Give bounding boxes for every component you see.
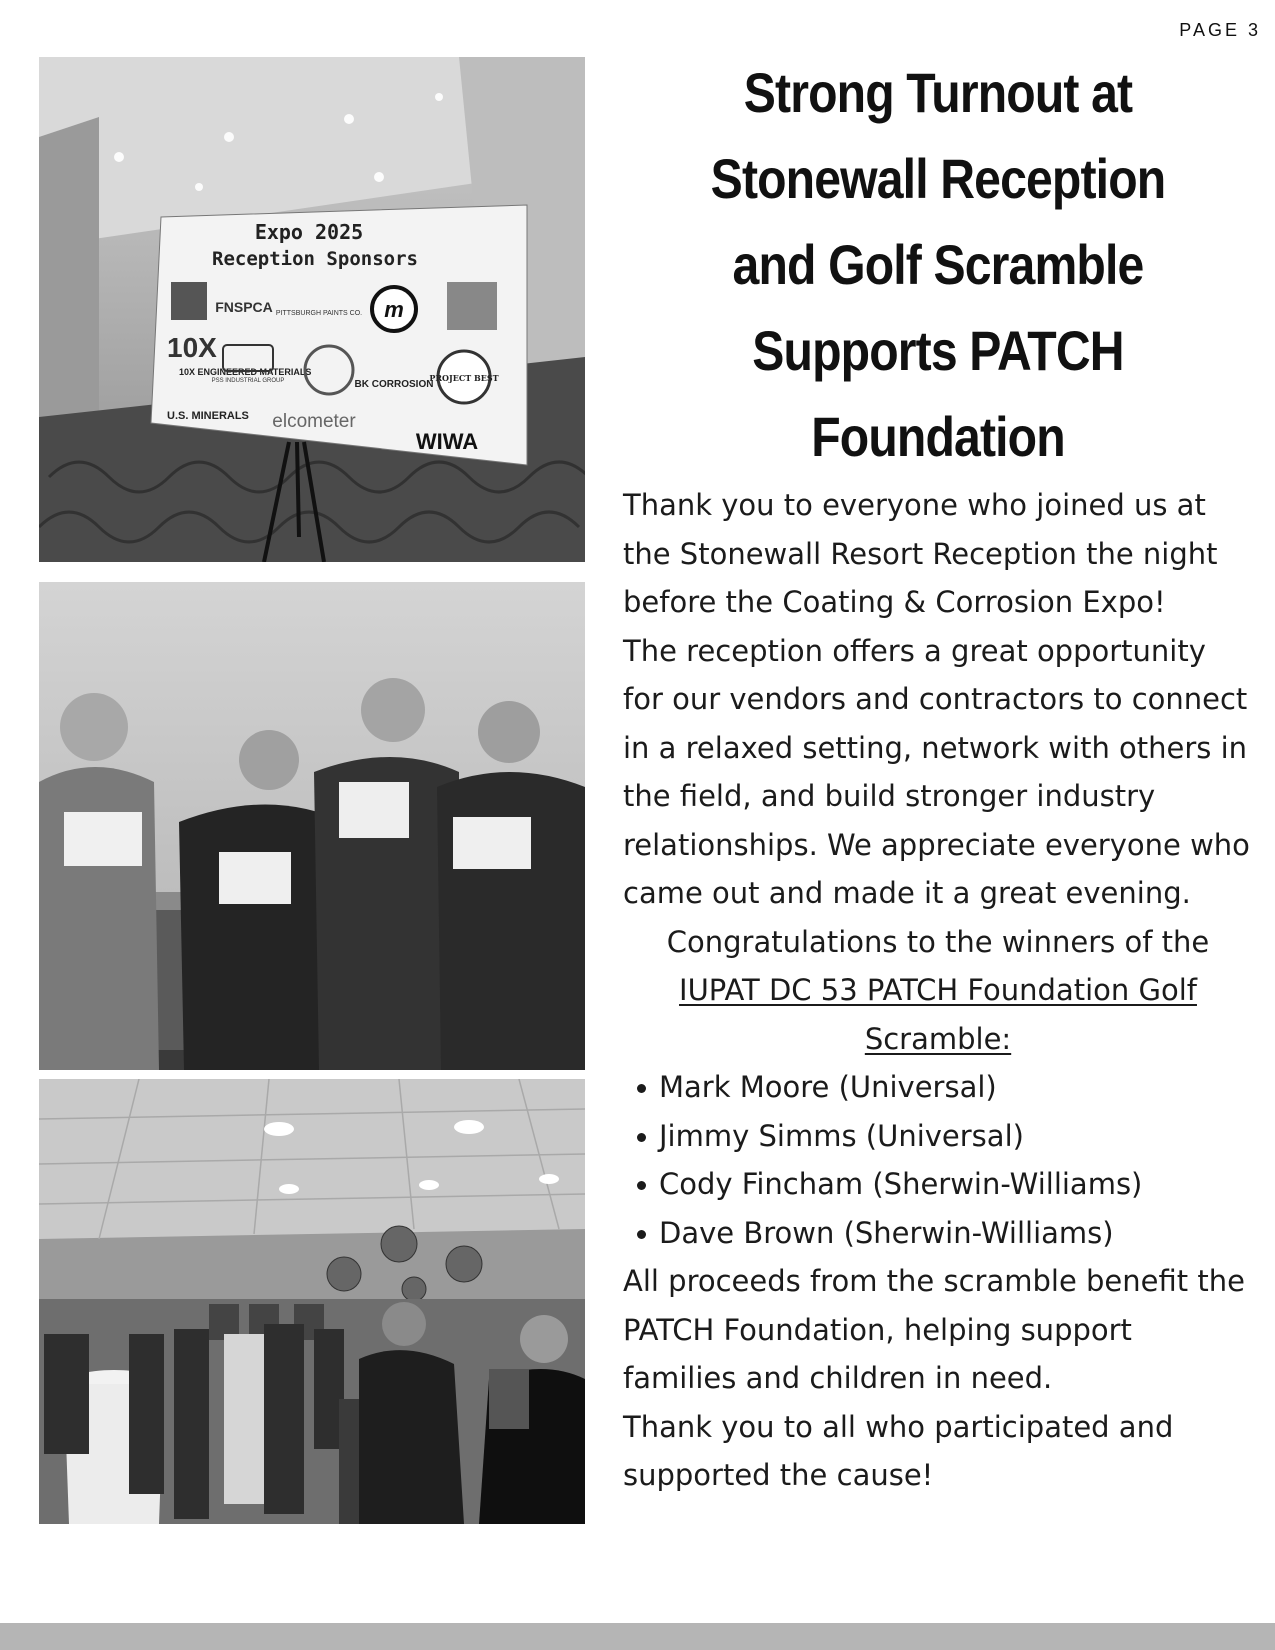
- sign-title-line1: Expo 2025: [254, 220, 364, 244]
- winner-item: Mark Moore (Universal): [623, 1063, 1253, 1112]
- article: [623, 50, 1253, 1500]
- sign-title-line2: Reception Sponsors: [212, 248, 418, 270]
- congrats-intro: Congratulations to the winners of the: [666, 924, 1210, 959]
- sponsor-logo-2: PITTSBURGH PAINTS CO.: [275, 310, 363, 317]
- svg-text:m: m: [384, 297, 404, 322]
- sponsor-logo-7: U.S. MINERALS: [167, 410, 249, 422]
- winner-item: Jimmy Simms (Universal): [623, 1112, 1253, 1161]
- article-headline: Strong Turnout at Stonewall Reception and Golf Scramble Supports PATCH Foundation: [710, 61, 1166, 468]
- svg-text:10X: 10X: [167, 332, 217, 363]
- footer-bar: [0, 1623, 1275, 1650]
- sponsor-logo-1: FNSPCA: [215, 299, 273, 315]
- reception-paragraph: The reception offers a great opportunity for our vendors and contractors to connect in a relaxed setting, network with others in the field, and build stronger industry relationships. We appreciate everyone who came out and made it a great evening.: [623, 633, 1250, 910]
- page-number: PAGE 3: [1179, 20, 1261, 40]
- golf-winners-photo: [39, 582, 585, 1070]
- reception-room-photo: [39, 1079, 585, 1524]
- winners-list: [623, 1063, 1253, 1257]
- golf-scramble-title: IUPAT DC 53 PATCH Foundation Golf Scramble:: [679, 973, 1197, 1056]
- sponsor-logo-8: elcometer: [272, 411, 356, 432]
- sponsor-logo-4: PSS INDUSTRIAL GROUP: [211, 378, 285, 384]
- winner-item: Cody Fincham (Sherwin-Williams): [623, 1160, 1253, 1209]
- sponsor-logo-9: WIWA: [415, 429, 479, 454]
- sponsor-logo-3: 10X ENGINEERED MATERIALS: [179, 367, 312, 377]
- closing-thanks: Thank you to all who participated and supported the cause!: [623, 1409, 1174, 1492]
- proceeds-paragraph: All proceeds from the scramble benefit the PATCH Foundation, helping support families and children in need.: [623, 1264, 1245, 1395]
- sponsor-sign-photo: [39, 57, 585, 562]
- thank-you-paragraph: Thank you to everyone who joined us at the Stonewall Resort Reception the night before the Coating & Corrosion Expo!: [623, 488, 1218, 619]
- winner-item: Dave Brown (Sherwin-Williams): [623, 1209, 1253, 1258]
- article-body: [623, 481, 1253, 1500]
- sponsor-logo-5: BK CORROSION: [354, 379, 434, 390]
- sponsor-logo-6: PROJECT BEST: [429, 373, 499, 383]
